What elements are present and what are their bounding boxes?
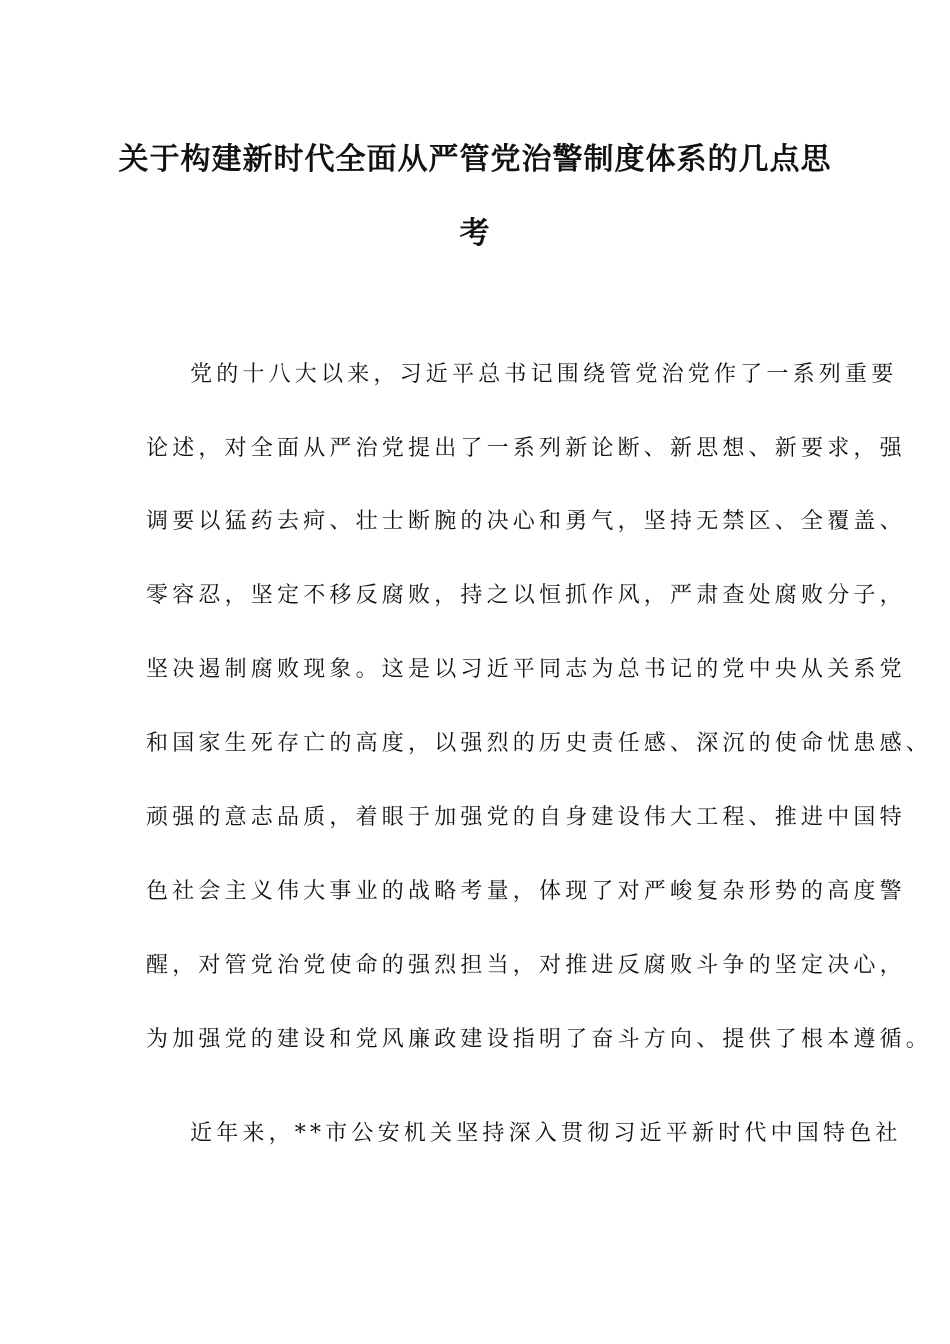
paragraph-line: 党的十八大以来，习近平总书记围绕管党治党作了一系列重要 — [190, 362, 898, 387]
document-title-line-2: 考 — [459, 216, 491, 251]
paragraph-line: 醒，对管党治党使命的强烈担当，对推进反腐败斗争的坚定决心， — [146, 953, 906, 978]
paragraph-line: 坚决遏制腐败现象。这是以习近平同志为总书记的党中央从关系党 — [146, 657, 906, 682]
paragraph-line: 近年来，**市公安机关坚持深入贯彻习近平新时代中国特色社 — [190, 1121, 902, 1146]
paragraph-line: 顽强的意志品质，着眼于加强党的自身建设伟大工程、推进中国特 — [146, 805, 906, 830]
document-title-line-1: 关于构建新时代全面从严管党治警制度体系的几点思 — [118, 142, 832, 177]
paragraph-line: 调要以猛药去疴、壮士断腕的决心和勇气，坚持无禁区、全覆盖、 — [146, 509, 906, 534]
paragraph-line: 论述，对全面从严治党提出了一系列新论断、新思想、新要求，强 — [146, 436, 906, 461]
paragraph-line: 零容忍，坚定不移反腐败，持之以恒抓作风，严肃查处腐败分子， — [146, 583, 906, 608]
paragraph-line: 为加强党的建设和党风廉政建设指明了奋斗方向、提供了根本遵循。 — [146, 1027, 933, 1052]
paragraph-line: 和国家生死存亡的高度，以强烈的历史责任感、深沉的使命忧患感、 — [146, 731, 933, 756]
paragraph-line: 色社会主义伟大事业的战略考量，体现了对严峻复杂形势的高度警 — [146, 879, 906, 904]
